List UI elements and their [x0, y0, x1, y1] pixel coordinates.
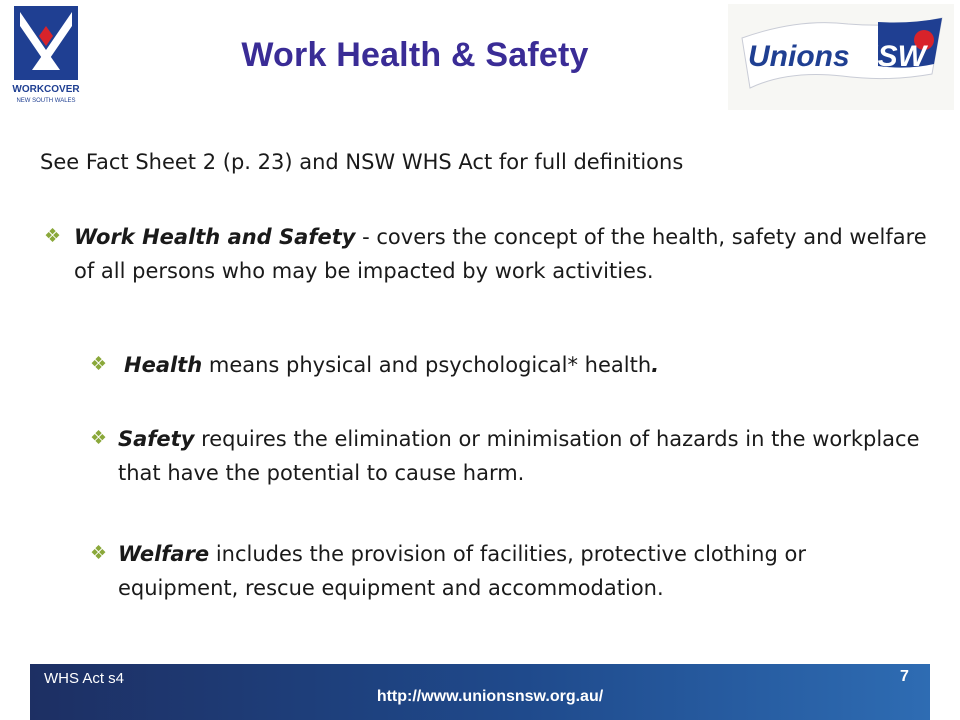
bullet-text: requires the elimination or minimisation of hazards in the workplace that have the potential to cause harm.	[118, 427, 920, 485]
workcover-subtitle: NEW SOUTH WALES	[16, 98, 76, 104]
bullet-term: Work Health and Safety	[74, 225, 356, 249]
unions-nsw-logo	[728, 4, 954, 110]
diamond-bullet-icon: ❖	[90, 428, 108, 449]
page-title: Work Health & Safety	[241, 36, 589, 74]
bullet-health	[124, 348, 924, 382]
unions-wordmark: Unions	[748, 40, 850, 73]
bullet-term: Safety	[118, 427, 195, 451]
bullet-text: - covers the concept of the health, safety and welfare of all persons who may be impacted by work activities.	[74, 225, 927, 283]
nsw-wordmark: NSW	[856, 40, 926, 73]
diamond-bullet-icon: ❖	[90, 543, 108, 564]
page-number: 7	[900, 668, 909, 685]
footer-reference: WHS Act s4	[44, 670, 125, 687]
footer-url-link[interactable]: http://www.unionsnsw.org.au/	[376, 688, 604, 705]
bullet-safety	[118, 422, 928, 490]
bullet-welfare	[118, 537, 928, 605]
bullet-text: means physical and psychological* health	[202, 353, 652, 377]
diamond-bullet-icon: ❖	[90, 354, 108, 375]
bullet-work-health-safety	[74, 220, 934, 288]
intro-text: See Fact Sheet 2 (p. 23) and NSW WHS Act for full definitions	[40, 150, 684, 174]
diamond-bullet-icon: ❖	[44, 226, 62, 247]
bullet-term: Health	[124, 353, 203, 377]
bullet-tail: .	[651, 353, 660, 377]
bullet-term: Welfare	[118, 542, 210, 566]
bullet-text: includes the provision of facilities, protective clothing or equipment, rescue equipment and accommodation.	[118, 542, 806, 600]
workcover-logo	[6, 6, 86, 106]
workcover-wordmark: WORKCOVER	[12, 84, 80, 95]
